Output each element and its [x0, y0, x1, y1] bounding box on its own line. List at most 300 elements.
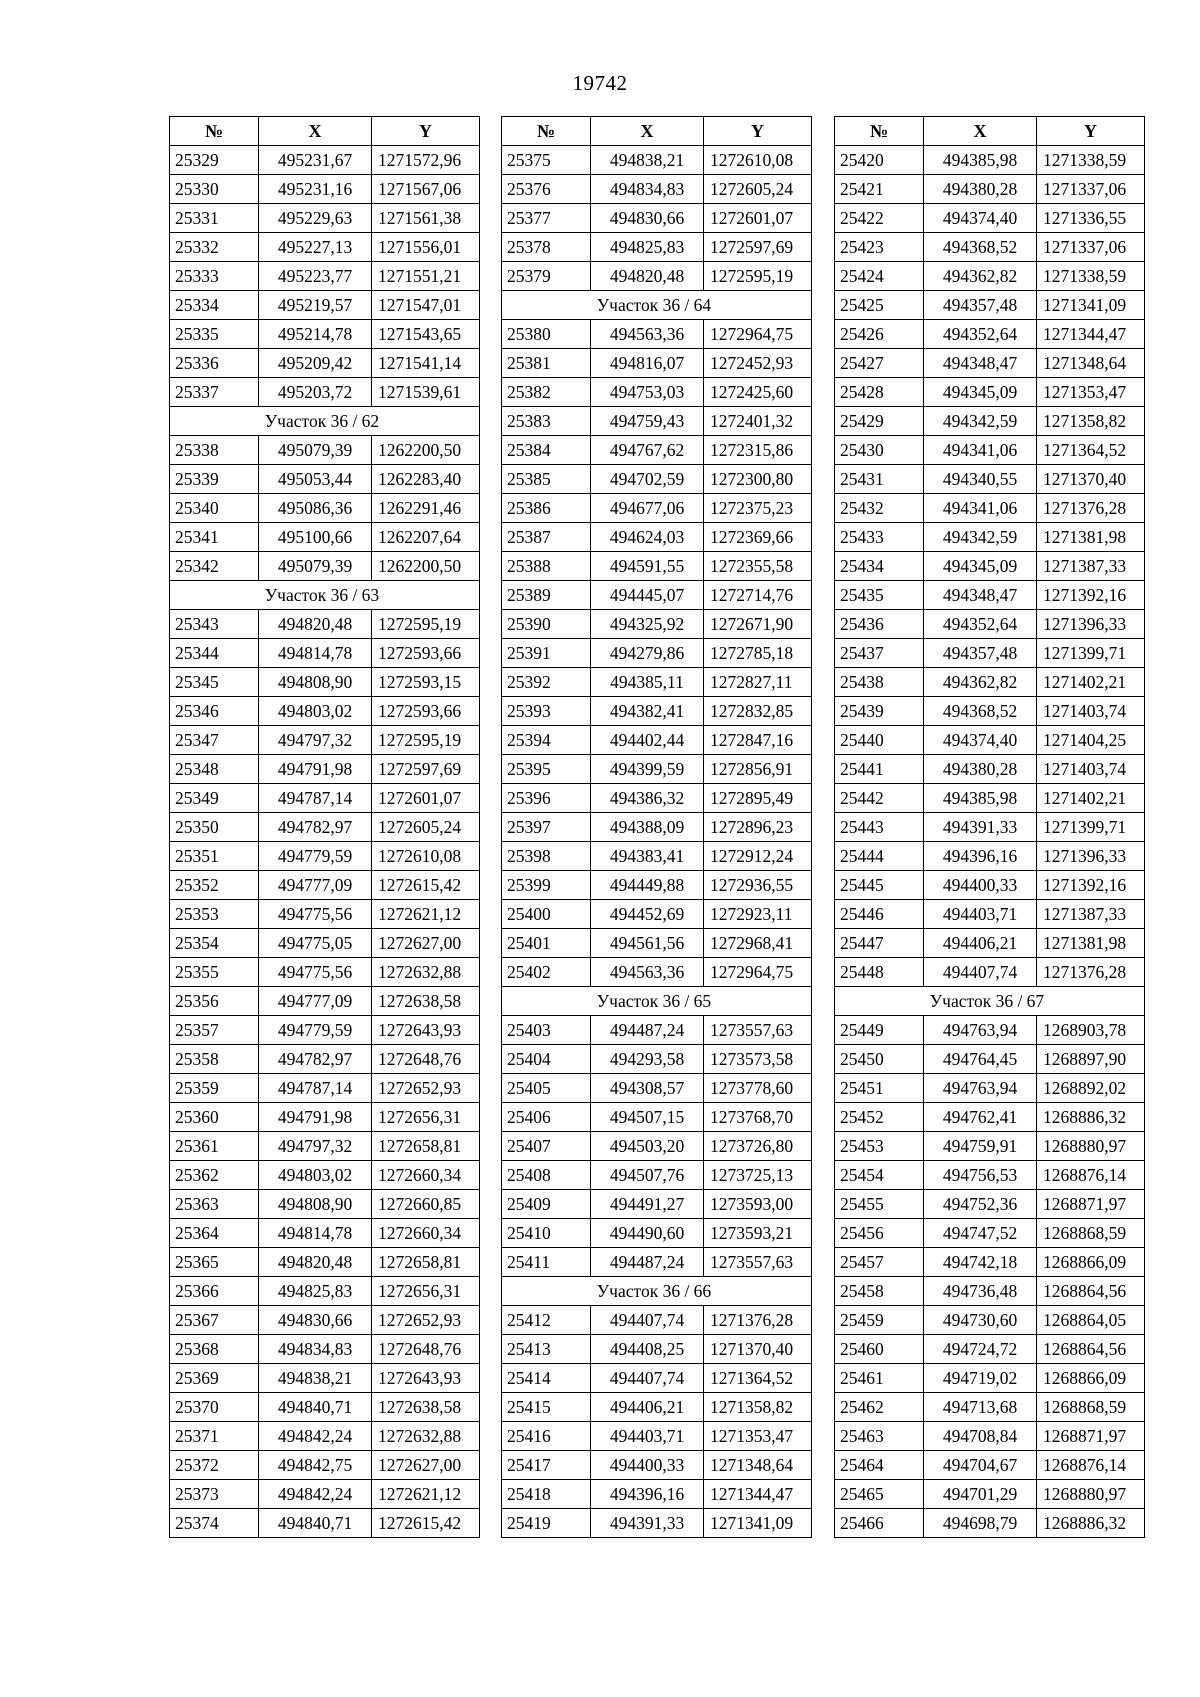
- point-number-cell: 25404: [502, 1045, 591, 1074]
- table-row: [835, 1335, 1145, 1364]
- y-coordinate-cell: 1271572,96: [372, 146, 480, 175]
- y-coordinate-cell: 1271543,65: [372, 320, 480, 349]
- table-row: [502, 1306, 812, 1335]
- y-coordinate-cell: 1272375,23: [704, 494, 812, 523]
- point-number-cell: 25398: [502, 842, 591, 871]
- x-coordinate-cell: 494341,06: [924, 494, 1037, 523]
- table-row: [835, 1393, 1145, 1422]
- y-coordinate-cell: 1272923,11: [704, 900, 812, 929]
- point-number-cell: 25399: [502, 871, 591, 900]
- x-coordinate-cell: 494407,74: [591, 1306, 704, 1335]
- x-coordinate-cell: 495079,39: [259, 436, 372, 465]
- table-row: [835, 1074, 1145, 1103]
- point-number-cell: 25428: [835, 378, 924, 407]
- table-row: [835, 1277, 1145, 1306]
- x-coordinate-cell: 494385,98: [924, 146, 1037, 175]
- x-coordinate-cell: 494352,64: [924, 610, 1037, 639]
- y-coordinate-cell: 1271364,52: [704, 1364, 812, 1393]
- x-coordinate-cell: 494753,03: [591, 378, 704, 407]
- x-coordinate-cell: 494345,09: [924, 552, 1037, 581]
- table-row: [502, 233, 812, 262]
- y-coordinate-cell: 1268886,32: [1037, 1103, 1145, 1132]
- y-coordinate-cell: 1272660,34: [372, 1219, 480, 1248]
- x-coordinate-cell: 495209,42: [259, 349, 372, 378]
- y-coordinate-cell: 1272660,34: [372, 1161, 480, 1190]
- table-row: [502, 1103, 812, 1132]
- table-row: [170, 1132, 480, 1161]
- y-coordinate-cell: 1272593,15: [372, 668, 480, 697]
- table-row: [170, 1393, 480, 1422]
- point-number-cell: 25433: [835, 523, 924, 552]
- x-coordinate-cell: 494491,27: [591, 1190, 704, 1219]
- x-coordinate-cell: 494838,21: [591, 146, 704, 175]
- y-coordinate-cell: 1272621,12: [372, 900, 480, 929]
- y-coordinate-cell: 1272369,66: [704, 523, 812, 552]
- point-number-cell: 25405: [502, 1074, 591, 1103]
- y-coordinate-cell: 1271561,38: [372, 204, 480, 233]
- point-number-cell: 25412: [502, 1306, 591, 1335]
- x-coordinate-cell: 494383,41: [591, 842, 704, 871]
- y-coordinate-cell: 1271402,21: [1037, 668, 1145, 697]
- table-row: [502, 639, 812, 668]
- x-coordinate-cell: 494820,48: [259, 1248, 372, 1277]
- table-row: [835, 1016, 1145, 1045]
- table-row: [502, 813, 812, 842]
- y-coordinate-cell: 1272638,58: [372, 987, 480, 1016]
- table-row: [502, 929, 812, 958]
- x-coordinate-cell: 494445,07: [591, 581, 704, 610]
- header-y: Y: [1037, 117, 1145, 146]
- x-coordinate-cell: 494368,52: [924, 233, 1037, 262]
- point-number-cell: 25420: [835, 146, 924, 175]
- point-number-cell: 25442: [835, 784, 924, 813]
- point-number-cell: 25400: [502, 900, 591, 929]
- x-coordinate-cell: 494380,28: [924, 175, 1037, 204]
- y-coordinate-cell: 1271567,06: [372, 175, 480, 204]
- y-coordinate-cell: 1272425,60: [704, 378, 812, 407]
- header-number: №: [170, 117, 259, 146]
- point-number-cell: 25413: [502, 1335, 591, 1364]
- point-number-cell: 25454: [835, 1161, 924, 1190]
- x-coordinate-cell: 494380,28: [924, 755, 1037, 784]
- table-row: [170, 1074, 480, 1103]
- section-row: [170, 407, 480, 436]
- y-coordinate-cell: 1268892,02: [1037, 1074, 1145, 1103]
- y-coordinate-cell: 1271344,47: [704, 1480, 812, 1509]
- table-row: [502, 900, 812, 929]
- y-coordinate-cell: 1271341,09: [1037, 291, 1145, 320]
- table-row: [502, 1161, 812, 1190]
- header-number: №: [835, 117, 924, 146]
- y-coordinate-cell: 1272315,86: [704, 436, 812, 465]
- table-row: [835, 1364, 1145, 1393]
- point-number-cell: 25349: [170, 784, 259, 813]
- y-coordinate-cell: 1272936,55: [704, 871, 812, 900]
- x-coordinate-cell: 494293,58: [591, 1045, 704, 1074]
- y-coordinate-cell: 1271539,61: [372, 378, 480, 407]
- y-coordinate-cell: 1271392,16: [1037, 871, 1145, 900]
- x-coordinate-cell: 494399,59: [591, 755, 704, 784]
- point-number-cell: 25374: [170, 1509, 259, 1538]
- x-coordinate-cell: 494840,71: [259, 1509, 372, 1538]
- table-row: [835, 436, 1145, 465]
- x-coordinate-cell: 494775,56: [259, 900, 372, 929]
- y-coordinate-cell: 1272785,18: [704, 639, 812, 668]
- x-coordinate-cell: 494386,32: [591, 784, 704, 813]
- point-number-cell: 25409: [502, 1190, 591, 1219]
- x-coordinate-cell: 494759,91: [924, 1132, 1037, 1161]
- x-coordinate-cell: 494825,83: [259, 1277, 372, 1306]
- table-header-row: [170, 117, 480, 146]
- point-number-cell: 25456: [835, 1219, 924, 1248]
- x-coordinate-cell: 494400,33: [591, 1451, 704, 1480]
- y-coordinate-cell: 1268868,59: [1037, 1219, 1145, 1248]
- table-row: [502, 494, 812, 523]
- point-number-cell: 25340: [170, 494, 259, 523]
- y-coordinate-cell: 1268880,97: [1037, 1480, 1145, 1509]
- point-number-cell: 25414: [502, 1364, 591, 1393]
- x-coordinate-cell: 494402,44: [591, 726, 704, 755]
- y-coordinate-cell: 1271396,33: [1037, 610, 1145, 639]
- y-coordinate-cell: 1268880,97: [1037, 1132, 1145, 1161]
- table-row: [835, 726, 1145, 755]
- point-number-cell: 25397: [502, 813, 591, 842]
- table-row: [170, 1045, 480, 1074]
- x-coordinate-cell: 494803,02: [259, 697, 372, 726]
- point-number-cell: 25421: [835, 175, 924, 204]
- table-row: [502, 1393, 812, 1422]
- y-coordinate-cell: 1273573,58: [704, 1045, 812, 1074]
- y-coordinate-cell: 1272627,00: [372, 929, 480, 958]
- table-row: [835, 1422, 1145, 1451]
- y-coordinate-cell: 1271338,59: [1037, 146, 1145, 175]
- x-coordinate-cell: 494842,24: [259, 1422, 372, 1451]
- x-coordinate-cell: 494820,48: [259, 610, 372, 639]
- table-row: [835, 1161, 1145, 1190]
- x-coordinate-cell: 494825,83: [591, 233, 704, 262]
- point-number-cell: 25347: [170, 726, 259, 755]
- y-coordinate-cell: 1272912,24: [704, 842, 812, 871]
- table-row: [502, 262, 812, 291]
- x-coordinate-cell: 494348,47: [924, 581, 1037, 610]
- x-coordinate-cell: 495203,72: [259, 378, 372, 407]
- x-coordinate-cell: 494487,24: [591, 1248, 704, 1277]
- x-coordinate-cell: 494752,36: [924, 1190, 1037, 1219]
- section-title: Участок 36 / 65: [502, 987, 812, 1016]
- table-row: [170, 1480, 480, 1509]
- page-number: 19742: [572, 71, 628, 95]
- y-coordinate-cell: 1272652,93: [372, 1306, 480, 1335]
- point-number-cell: 25416: [502, 1422, 591, 1451]
- table-row: [502, 349, 812, 378]
- table-row: [502, 1451, 812, 1480]
- y-coordinate-cell: 1271376,28: [1037, 958, 1145, 987]
- point-number-cell: 25370: [170, 1393, 259, 1422]
- y-coordinate-cell: 1272652,93: [372, 1074, 480, 1103]
- point-number-cell: 25345: [170, 668, 259, 697]
- point-number-cell: 25406: [502, 1103, 591, 1132]
- table-row: [502, 320, 812, 349]
- x-coordinate-cell: 494396,16: [924, 842, 1037, 871]
- table-row: [170, 1277, 480, 1306]
- y-coordinate-cell: 1271353,47: [704, 1422, 812, 1451]
- y-coordinate-cell: 1272656,31: [372, 1277, 480, 1306]
- point-number-cell: 25346: [170, 697, 259, 726]
- y-coordinate-cell: 1272401,32: [704, 407, 812, 436]
- x-coordinate-cell: 494701,29: [924, 1480, 1037, 1509]
- coordinates-table-2: [501, 116, 812, 1538]
- point-number-cell: 25373: [170, 1480, 259, 1509]
- y-coordinate-cell: 1262207,64: [372, 523, 480, 552]
- point-number-cell: 25367: [170, 1306, 259, 1335]
- table-row: [502, 175, 812, 204]
- table-row: [835, 871, 1145, 900]
- table-row: [502, 1132, 812, 1161]
- x-coordinate-cell: 494779,59: [259, 842, 372, 871]
- table-row: [835, 523, 1145, 552]
- x-coordinate-cell: 494791,98: [259, 755, 372, 784]
- point-number-cell: 25439: [835, 697, 924, 726]
- table-row: [835, 552, 1145, 581]
- point-number-cell: 25455: [835, 1190, 924, 1219]
- point-number-cell: 25465: [835, 1480, 924, 1509]
- y-coordinate-cell: 1271370,40: [704, 1335, 812, 1364]
- table-row: [835, 697, 1145, 726]
- x-coordinate-cell: 494407,74: [924, 958, 1037, 987]
- x-coordinate-cell: 494563,36: [591, 958, 704, 987]
- point-number-cell: 25431: [835, 465, 924, 494]
- table-row: [170, 668, 480, 697]
- y-coordinate-cell: 1262200,50: [372, 436, 480, 465]
- point-number-cell: 25331: [170, 204, 259, 233]
- coordinates-table-1: [169, 116, 480, 1538]
- point-number-cell: 25407: [502, 1132, 591, 1161]
- table-row: [502, 1016, 812, 1045]
- table-row: [170, 610, 480, 639]
- point-number-cell: 25375: [502, 146, 591, 175]
- section-row: [502, 987, 812, 1016]
- point-number-cell: 25410: [502, 1219, 591, 1248]
- table-row: [502, 1219, 812, 1248]
- table-row: [835, 204, 1145, 233]
- y-coordinate-cell: 1271399,71: [1037, 639, 1145, 668]
- x-coordinate-cell: 495227,13: [259, 233, 372, 262]
- point-number-cell: 25368: [170, 1335, 259, 1364]
- table-row: [170, 320, 480, 349]
- y-coordinate-cell: 1272355,58: [704, 552, 812, 581]
- point-number-cell: 25342: [170, 552, 259, 581]
- table-row: [170, 523, 480, 552]
- table-row: [835, 755, 1145, 784]
- y-coordinate-cell: 1272452,93: [704, 349, 812, 378]
- x-coordinate-cell: 494730,60: [924, 1306, 1037, 1335]
- x-coordinate-cell: 495231,16: [259, 175, 372, 204]
- x-coordinate-cell: 494764,45: [924, 1045, 1037, 1074]
- x-coordinate-cell: 494834,83: [591, 175, 704, 204]
- x-coordinate-cell: 494713,68: [924, 1393, 1037, 1422]
- point-number-cell: 25364: [170, 1219, 259, 1248]
- table-row: [170, 1451, 480, 1480]
- y-coordinate-cell: 1268876,14: [1037, 1451, 1145, 1480]
- y-coordinate-cell: 1272658,81: [372, 1248, 480, 1277]
- x-coordinate-cell: 494777,09: [259, 987, 372, 1016]
- table-row: [502, 842, 812, 871]
- x-coordinate-cell: 494368,52: [924, 697, 1037, 726]
- table-header-row: [502, 117, 812, 146]
- y-coordinate-cell: 1271376,28: [704, 1306, 812, 1335]
- point-number-cell: 25358: [170, 1045, 259, 1074]
- point-number-cell: 25372: [170, 1451, 259, 1480]
- table-row: [170, 726, 480, 755]
- table-row: [170, 639, 480, 668]
- x-coordinate-cell: 494782,97: [259, 1045, 372, 1074]
- point-number-cell: 25464: [835, 1451, 924, 1480]
- point-number-cell: 25417: [502, 1451, 591, 1480]
- x-coordinate-cell: 494763,94: [924, 1016, 1037, 1045]
- point-number-cell: 25403: [502, 1016, 591, 1045]
- table-row: [502, 436, 812, 465]
- y-coordinate-cell: 1271381,98: [1037, 929, 1145, 958]
- point-number-cell: 25396: [502, 784, 591, 813]
- point-number-cell: 25357: [170, 1016, 259, 1045]
- table-row: [170, 1219, 480, 1248]
- table-row: [170, 465, 480, 494]
- y-coordinate-cell: 1271348,64: [704, 1451, 812, 1480]
- table-row: [502, 1190, 812, 1219]
- table-row: [170, 204, 480, 233]
- table-row: [835, 1509, 1145, 1538]
- table-row: [835, 465, 1145, 494]
- x-coordinate-cell: 494797,32: [259, 1132, 372, 1161]
- table-row: [170, 755, 480, 784]
- point-number-cell: 25424: [835, 262, 924, 291]
- point-number-cell: 25393: [502, 697, 591, 726]
- table-row: [835, 929, 1145, 958]
- table-row: [170, 494, 480, 523]
- point-number-cell: 25363: [170, 1190, 259, 1219]
- y-coordinate-cell: 1272964,75: [704, 320, 812, 349]
- section-title: Участок 36 / 64: [502, 291, 812, 320]
- x-coordinate-cell: 494777,09: [259, 871, 372, 900]
- x-coordinate-cell: 494374,40: [924, 204, 1037, 233]
- y-coordinate-cell: 1271338,59: [1037, 262, 1145, 291]
- x-coordinate-cell: 495079,39: [259, 552, 372, 581]
- table-row: [170, 233, 480, 262]
- table-row: [502, 697, 812, 726]
- point-number-cell: 25438: [835, 668, 924, 697]
- x-coordinate-cell: 494325,92: [591, 610, 704, 639]
- table-row: [170, 1509, 480, 1538]
- point-number-cell: 25329: [170, 146, 259, 175]
- table-row: [835, 1132, 1145, 1161]
- table-row: [835, 1480, 1145, 1509]
- table-row: [502, 784, 812, 813]
- point-number-cell: 25341: [170, 523, 259, 552]
- table-row: [170, 1422, 480, 1451]
- y-coordinate-cell: 1268866,09: [1037, 1248, 1145, 1277]
- x-coordinate-cell: 495086,36: [259, 494, 372, 523]
- table-row: [502, 146, 812, 175]
- y-coordinate-cell: 1272643,93: [372, 1364, 480, 1393]
- table-row: [835, 1190, 1145, 1219]
- point-number-cell: 25385: [502, 465, 591, 494]
- point-number-cell: 25353: [170, 900, 259, 929]
- table-row: [502, 1509, 812, 1538]
- x-coordinate-cell: 494391,33: [924, 813, 1037, 842]
- table-row: [170, 175, 480, 204]
- y-coordinate-cell: 1262283,40: [372, 465, 480, 494]
- point-number-cell: 25350: [170, 813, 259, 842]
- y-coordinate-cell: 1273725,13: [704, 1161, 812, 1190]
- y-coordinate-cell: 1272605,24: [372, 813, 480, 842]
- y-coordinate-cell: 1272660,85: [372, 1190, 480, 1219]
- point-number-cell: 25351: [170, 842, 259, 871]
- x-coordinate-cell: 494775,56: [259, 958, 372, 987]
- y-coordinate-cell: 1272597,69: [372, 755, 480, 784]
- x-coordinate-cell: 494842,24: [259, 1480, 372, 1509]
- y-coordinate-cell: 1268897,90: [1037, 1045, 1145, 1074]
- x-coordinate-cell: 494756,53: [924, 1161, 1037, 1190]
- y-coordinate-cell: 1271403,74: [1037, 755, 1145, 784]
- y-coordinate-cell: 1272605,24: [704, 175, 812, 204]
- point-number-cell: 25402: [502, 958, 591, 987]
- y-coordinate-cell: 1271551,21: [372, 262, 480, 291]
- x-coordinate-cell: 494391,33: [591, 1509, 704, 1538]
- point-number-cell: 25448: [835, 958, 924, 987]
- section-title: Участок 36 / 67: [835, 987, 1145, 1016]
- y-coordinate-cell: 1272610,08: [704, 146, 812, 175]
- y-coordinate-cell: 1271396,33: [1037, 842, 1145, 871]
- table-row: [170, 1306, 480, 1335]
- point-number-cell: 25394: [502, 726, 591, 755]
- point-number-cell: 25459: [835, 1306, 924, 1335]
- table-row: [170, 871, 480, 900]
- point-number-cell: 25333: [170, 262, 259, 291]
- x-coordinate-cell: 495053,44: [259, 465, 372, 494]
- point-number-cell: 25348: [170, 755, 259, 784]
- y-coordinate-cell: 1272615,42: [372, 1509, 480, 1538]
- table-row: [502, 1335, 812, 1364]
- x-coordinate-cell: 494724,72: [924, 1335, 1037, 1364]
- table-row: [170, 987, 480, 1016]
- point-number-cell: 25380: [502, 320, 591, 349]
- x-coordinate-cell: 494782,97: [259, 813, 372, 842]
- x-coordinate-cell: 494340,55: [924, 465, 1037, 494]
- point-number-cell: 25427: [835, 349, 924, 378]
- table-row: [835, 639, 1145, 668]
- x-coordinate-cell: 494591,55: [591, 552, 704, 581]
- y-coordinate-cell: 1268864,56: [1037, 1277, 1145, 1306]
- x-coordinate-cell: 494406,21: [591, 1393, 704, 1422]
- point-number-cell: 25440: [835, 726, 924, 755]
- x-coordinate-cell: 494403,71: [591, 1422, 704, 1451]
- point-number-cell: 25352: [170, 871, 259, 900]
- table-row: [835, 1451, 1145, 1480]
- y-coordinate-cell: 1272615,42: [372, 871, 480, 900]
- y-coordinate-cell: 1268868,59: [1037, 1393, 1145, 1422]
- x-coordinate-cell: 494791,98: [259, 1103, 372, 1132]
- x-coordinate-cell: 494736,48: [924, 1277, 1037, 1306]
- y-coordinate-cell: 1272595,19: [704, 262, 812, 291]
- x-coordinate-cell: 494747,52: [924, 1219, 1037, 1248]
- x-coordinate-cell: 494449,88: [591, 871, 704, 900]
- x-coordinate-cell: 494742,18: [924, 1248, 1037, 1277]
- y-coordinate-cell: 1268903,78: [1037, 1016, 1145, 1045]
- x-coordinate-cell: 495214,78: [259, 320, 372, 349]
- table-row: [835, 1219, 1145, 1248]
- header-x: X: [259, 117, 372, 146]
- table-row: [835, 1306, 1145, 1335]
